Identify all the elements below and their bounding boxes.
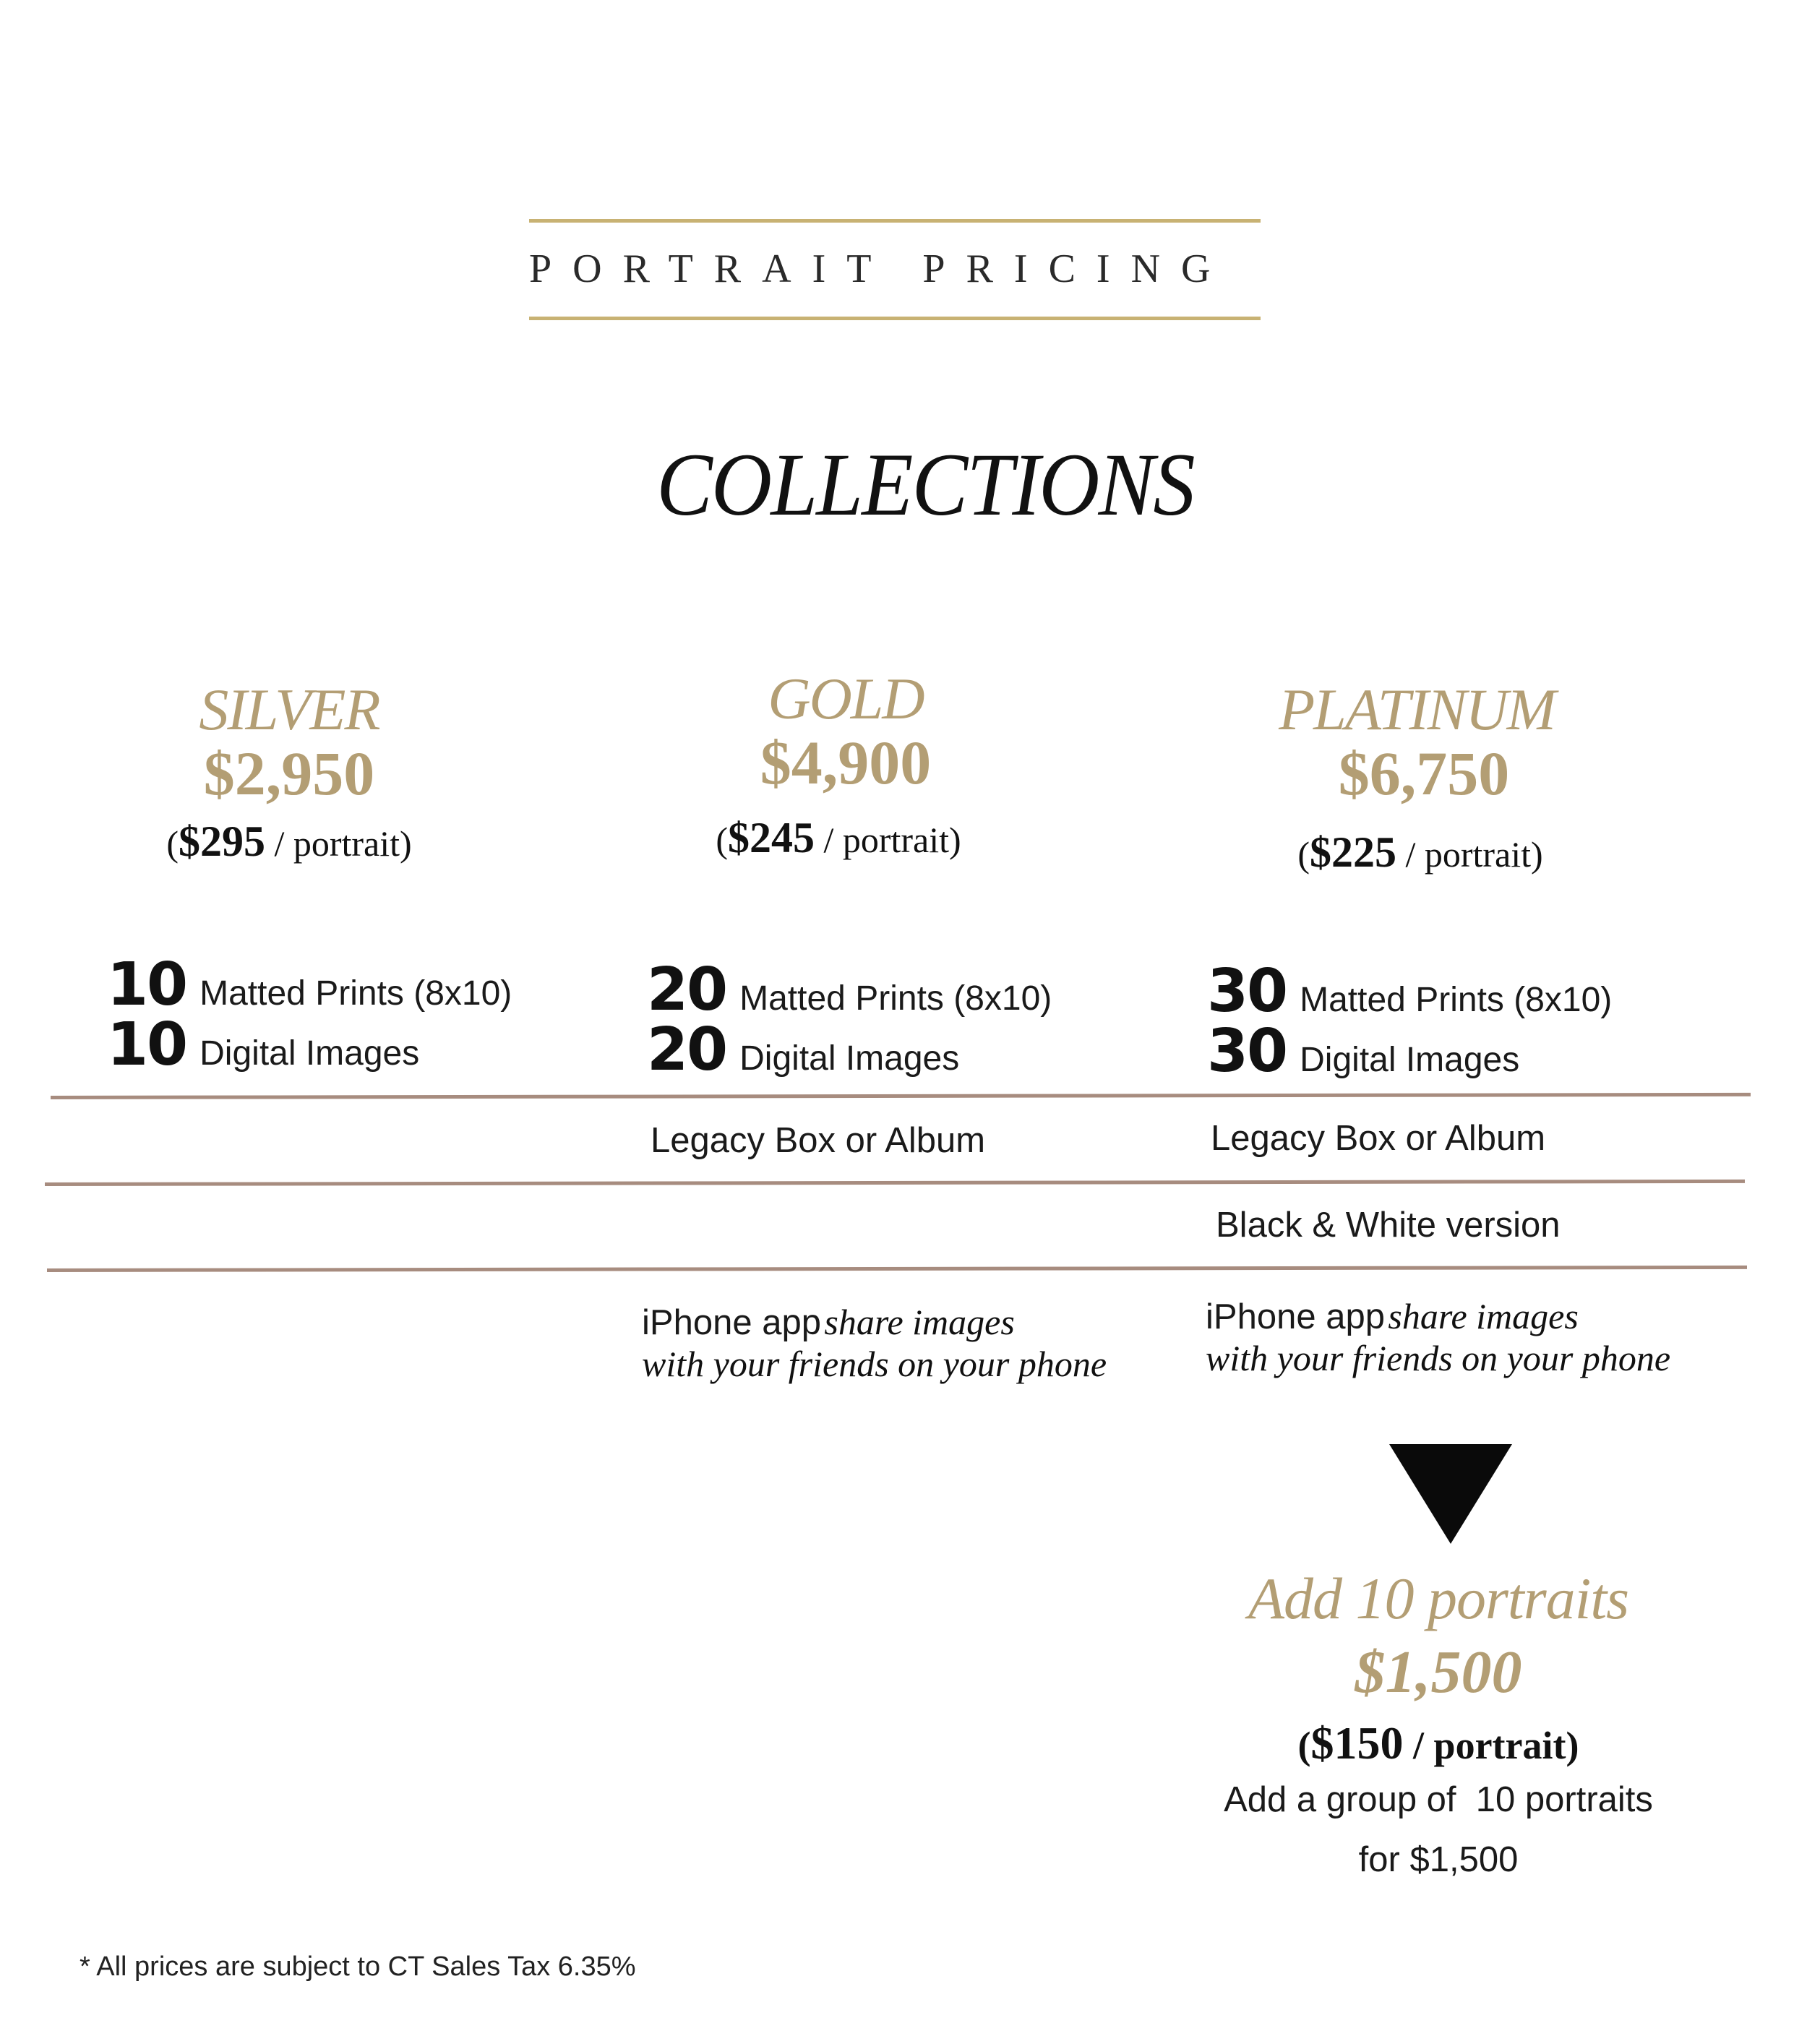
platinum-prints-count: 30 — [1207, 957, 1287, 1026]
gold-extra-legacy: Legacy Box or Album — [651, 1121, 986, 1160]
addon-desc-line-1: Add a group of 10 portraits — [1224, 1780, 1653, 1819]
tier-name-gold: GOLD — [768, 666, 924, 731]
gold-prints-row — [647, 956, 1052, 1024]
tier-per-portrait-silver: ($295 / portrait) — [166, 817, 412, 865]
divider-rule-3 — [47, 1266, 1747, 1272]
tier-name-silver: SILVER — [199, 677, 379, 742]
silver-digital-count: 10 — [107, 1010, 187, 1079]
footnote: * All prices are subject to CT Sales Tax 6.35% — [80, 1951, 636, 1982]
addon-title: Add 10 portraits — [1248, 1566, 1629, 1631]
platinum-app-note — [1206, 1295, 1670, 1379]
gold-app-note-2: with your friends on your phone — [642, 1344, 1107, 1384]
platinum-app-label: iPhone app — [1206, 1297, 1385, 1336]
gold-digital-label: Digital Images — [739, 1039, 960, 1078]
gold-prints-label: Matted Prints (8x10) — [739, 979, 1052, 1018]
tier-name-platinum: PLATINUM — [1279, 677, 1555, 742]
tier-price-gold: $4,900 — [760, 728, 932, 797]
divider-rule-1 — [51, 1093, 1751, 1099]
silver-digital-row — [107, 1010, 419, 1079]
platinum-extra-legacy: Legacy Box or Album — [1211, 1119, 1546, 1158]
platinum-app-note-2: with your friends on your phone — [1206, 1338, 1671, 1378]
platinum-digital-count: 30 — [1207, 1017, 1287, 1086]
gold-app-note-1: share images — [824, 1302, 1015, 1342]
header-rule-bottom — [529, 317, 1261, 320]
gold-app-note — [642, 1301, 1107, 1385]
addon-per-portrait: ($150 / portrait) — [1297, 1717, 1579, 1769]
platinum-app-note-1: share images — [1388, 1296, 1579, 1336]
platinum-digital-label: Digital Images — [1300, 1041, 1520, 1079]
divider-rule-2 — [45, 1180, 1745, 1186]
platinum-prints-row — [1207, 957, 1612, 1026]
header-rule-top — [529, 219, 1261, 223]
tier-price-platinum: $6,750 — [1338, 739, 1510, 808]
header-title: PORTRAIT PRICING — [529, 246, 1232, 291]
addon-desc-line-2: for $1,500 — [1358, 1840, 1519, 1879]
tier-per-portrait-gold: ($245 / portrait) — [716, 814, 961, 862]
platinum-extra-bw: Black & White version — [1216, 1206, 1561, 1245]
platinum-prints-label: Matted Prints (8x10) — [1300, 981, 1613, 1019]
tier-price-silver: $2,950 — [203, 739, 375, 808]
gold-digital-row — [647, 1015, 959, 1084]
gold-digital-count: 20 — [647, 1015, 727, 1084]
platinum-digital-row — [1207, 1017, 1519, 1086]
addon-price: $1,500 — [1355, 1639, 1522, 1706]
page-title: COLLECTIONS — [656, 435, 1194, 534]
silver-prints-label: Matted Prints (8x10) — [199, 974, 512, 1013]
gold-prints-count: 20 — [647, 956, 727, 1024]
silver-digital-label: Digital Images — [199, 1034, 420, 1073]
tier-per-portrait-platinum: ($225 / portrait) — [1297, 828, 1543, 876]
silver-prints-count: 10 — [107, 950, 187, 1019]
down-triangle-icon — [1389, 1444, 1512, 1544]
gold-app-label: iPhone app — [642, 1303, 821, 1342]
silver-prints-row — [107, 950, 512, 1019]
